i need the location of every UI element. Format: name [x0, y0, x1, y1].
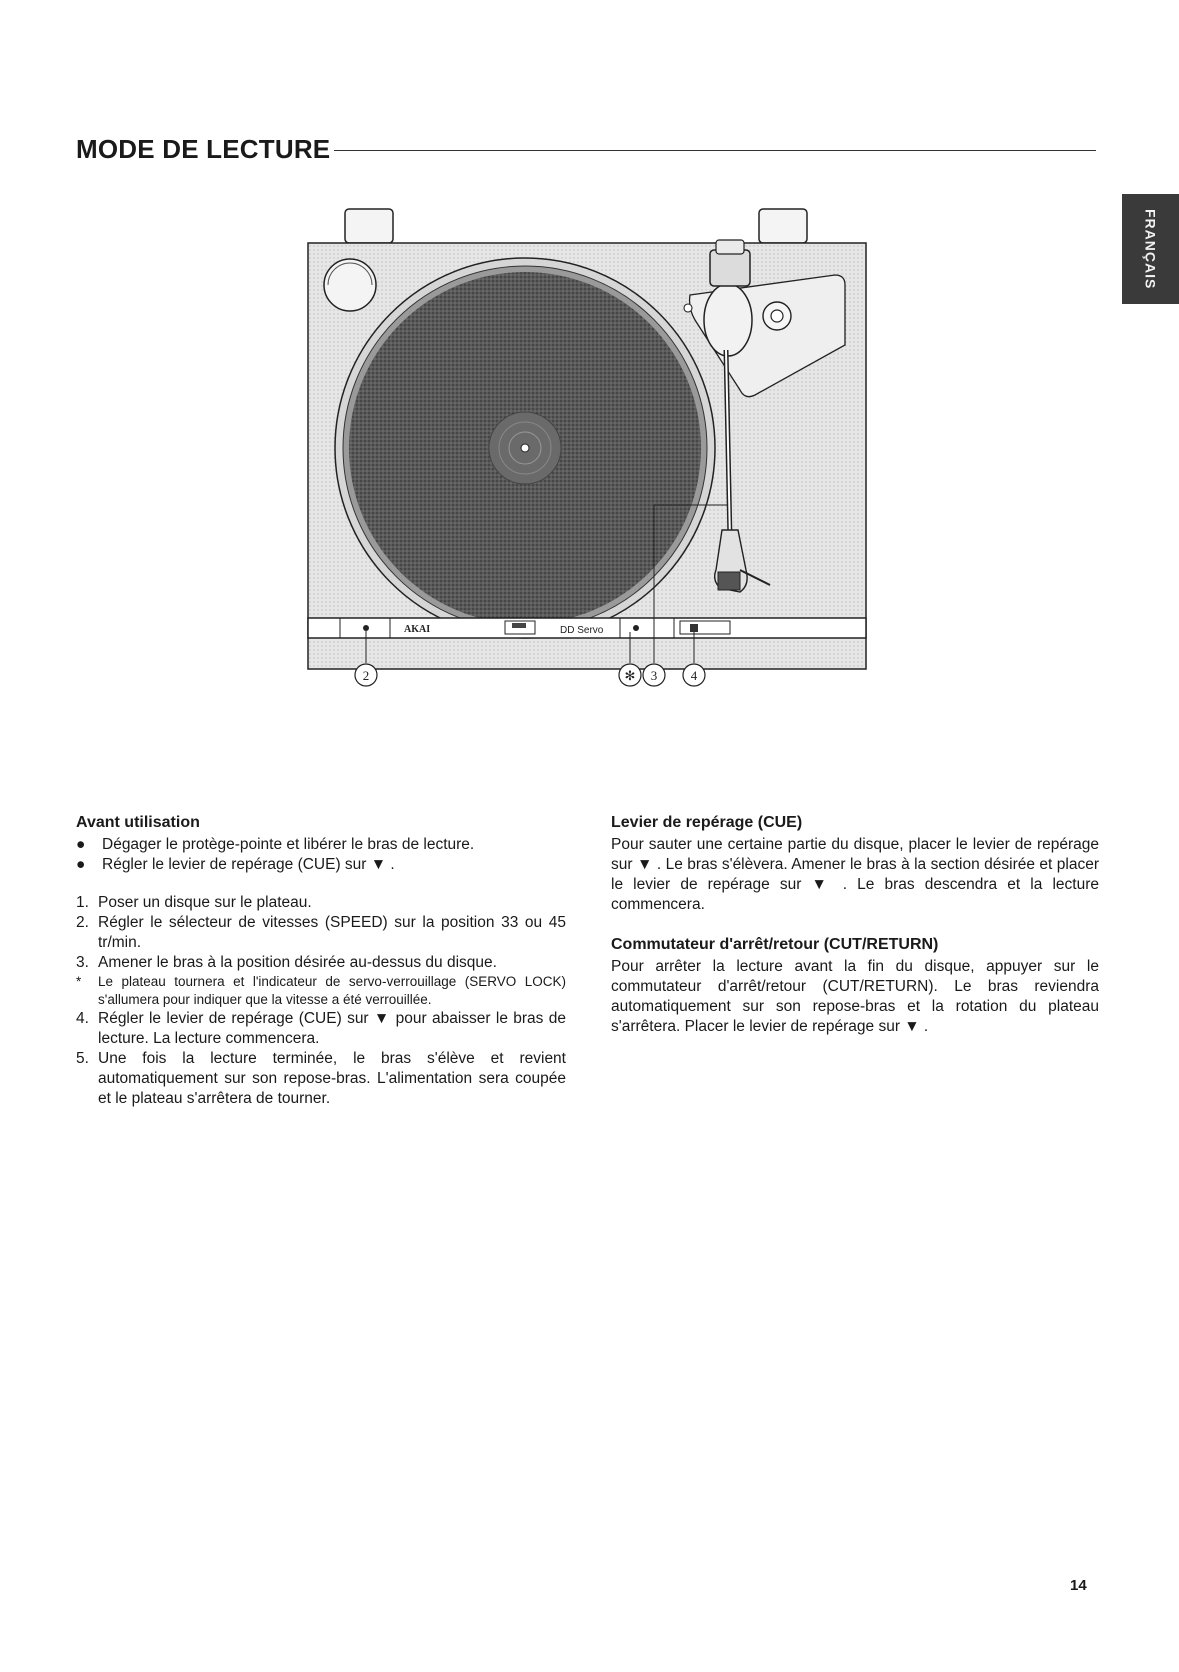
cue-lever-knob	[633, 625, 639, 631]
bullet-mark: ●	[76, 856, 86, 873]
callout-star-label: ✻	[624, 669, 636, 684]
page-title: MODE DE LECTURE	[76, 134, 334, 165]
steps-list	[76, 893, 566, 1109]
hinge-right	[759, 209, 807, 243]
step-item	[76, 1009, 566, 1049]
step-item	[76, 953, 566, 973]
before-use-heading: Avant utilisation	[76, 814, 200, 831]
model-label: DD Servo	[560, 625, 604, 636]
callout-4	[683, 664, 705, 686]
list-item	[76, 855, 566, 875]
turntable-diagram	[300, 200, 880, 760]
cartridge	[718, 572, 740, 590]
step-text: Une fois la lecture terminée, le bras s'élève et revient automatiquement sur son repose-bras. L'alimentation sera coupée et le plateau s'arrêtera de tourner.	[98, 1050, 566, 1107]
brand-label: AKAI	[404, 624, 431, 635]
callout-2-label: 2	[362, 668, 370, 683]
step-number: 3.	[76, 954, 89, 971]
callout-star	[619, 664, 641, 686]
cue-lever-heading: Levier de repérage (CUE)	[611, 814, 803, 831]
step-number: 1.	[76, 894, 89, 911]
cut-return-heading: Commutateur d'arrêt/retour (CUT/RETURN)	[611, 936, 939, 953]
cut-return-text: Pour arrêter la lecture avant la fin du disque, appuyer sur le commutateur d'arrêt/retour (CUT/RETURN). Le bras reviendra automatiquement sur son repose-bras et la rotation du plateau s'arrêtera. Placer le levier de repérage sur ▼ .	[611, 958, 1099, 1035]
left-column	[76, 813, 566, 1109]
step-number: 2.	[76, 914, 89, 931]
step-text: Régler le levier de repérage (CUE) sur ▼ pour abaisser le bras de lecture. La lecture commencera.	[98, 1010, 566, 1047]
cut-return-switch	[680, 621, 730, 634]
right-column	[611, 813, 1099, 1057]
cue-lever-text: Pour sauter une certaine partie du disque, placer le levier de repérage sur ▼ . Le bras s'élèvera. Amener le bras à la section désirée et placer le levier de repérage sur ▼ . Le bras descendra et la lecture commencera.	[611, 836, 1099, 913]
adapter-well	[324, 259, 376, 311]
callout-3-label: 3	[650, 668, 658, 683]
title-rule	[300, 150, 1096, 151]
callout-2	[355, 664, 377, 686]
step-item	[76, 1049, 566, 1109]
language-tab-label: FRANÇAIS	[1142, 208, 1159, 290]
step-number: 5.	[76, 1050, 89, 1067]
before-use-list	[76, 835, 566, 875]
bullet-text: Régler le levier de repérage (CUE) sur ▼ .	[102, 856, 395, 873]
hinge-left	[345, 209, 393, 243]
step-item	[76, 913, 566, 953]
step-text: Régler le sélecteur de vitesses (SPEED) sur la position 33 ou 45 tr/min.	[98, 914, 566, 951]
spindle	[521, 444, 529, 452]
step-item	[76, 893, 566, 913]
callout-4-label: 4	[690, 668, 698, 683]
bullet-mark: ●	[76, 836, 86, 853]
step-text: Poser un disque sur le plateau.	[98, 894, 312, 911]
bullet-text: Dégager le protège-pointe et libérer le bras de lecture.	[102, 836, 475, 853]
step-text: Amener le bras à la position désirée au-dessus du disque.	[98, 954, 497, 971]
speed-selector-knob	[363, 625, 369, 631]
language-tab	[1122, 194, 1179, 304]
step-number: 4.	[76, 1010, 89, 1027]
note-text: Le plateau tournera et l'indicateur de servo-verrouillage (SERVO LOCK) s'allumera pour indiquer que la vitesse a été verrouillée.	[98, 974, 566, 1007]
step-note	[76, 973, 566, 1009]
arm-pivot	[704, 284, 752, 356]
note-mark: *	[76, 974, 82, 989]
page-number: 14	[1070, 1577, 1087, 1594]
turntable-illustration	[300, 200, 880, 760]
callout-3	[643, 664, 665, 686]
counterweight	[710, 250, 750, 286]
list-item	[76, 835, 566, 855]
